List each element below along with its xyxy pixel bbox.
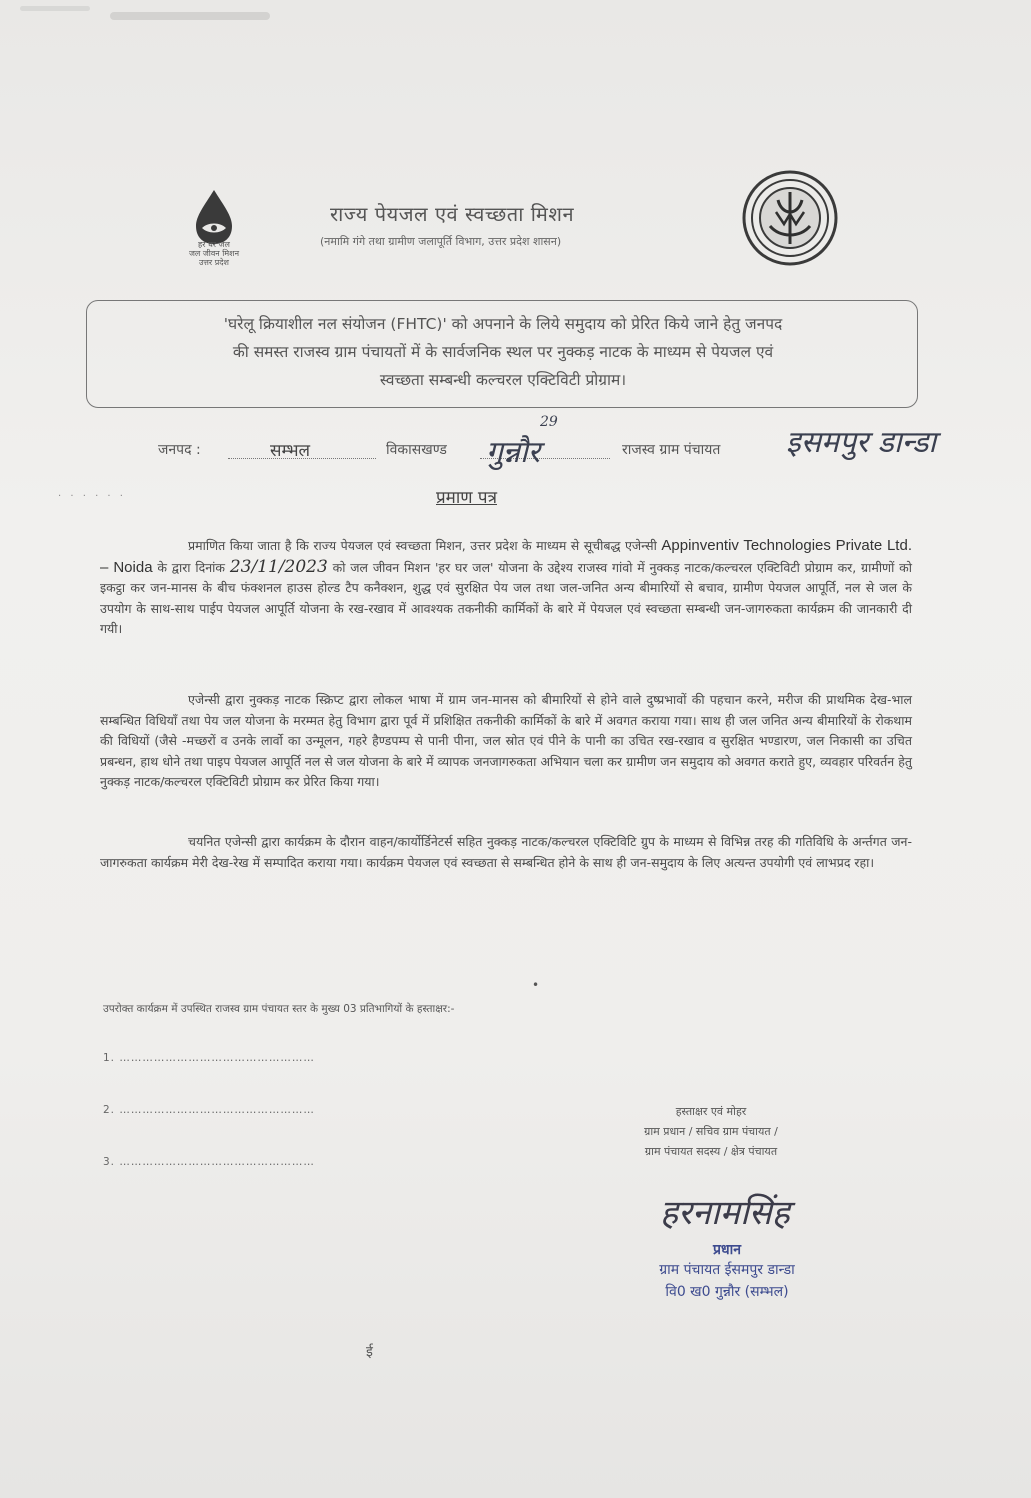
pradhan-signature: हरनामसिंह — [660, 1193, 790, 1233]
paragraph-3 — [100, 832, 912, 873]
paragraph-1-text: के द्वारा दिनांक — [157, 559, 226, 575]
pradhan-stamp-title: प्रधान — [713, 1242, 741, 1258]
agency-name: Appinventiv Technologies Private Ltd. – Noida — [100, 537, 912, 576]
signature-stamp-block — [606, 1102, 816, 1162]
stamp-line: हस्ताक्षर एवं मोहर — [675, 1105, 747, 1118]
paragraph-3-text: चयनित एजेन्सी द्वारा कार्यक्रम के दौरान वाहन/कार्योर्डिनेटर्स सहित नुक्कड़ नाटक/कल्चरल एक्टिविटि ग्रुप के माध्यम से विभिन्न तरह की गतिविधि के अर्न्तगत जन-जागरुकता कार्यक्रम मेरी देख-रेख में सम्पादित कराया गया। कार्यक्रम पेयजल एवं स्वच्छता से सम्बन्धित होने के साथ ही जन-समुदाय के लिए अत्यन्त उपयोगी एवं लाभप्रद रहा। — [100, 834, 912, 870]
paragraph-1 — [100, 536, 912, 640]
up-government-emblem-icon — [740, 168, 840, 268]
mission-title: राज्य पेयजल एवं स्वच्छता मिशन — [330, 202, 575, 226]
certificate-title: प्रमाण पत्र — [436, 488, 497, 508]
block-value: गुन्नौर — [486, 435, 541, 470]
paragraph-1-text: को जल जीवन मिशन 'हर घर जल' योजना के उद्देश्य राजस्व गांवो में नुक्कड़ नाटक/कल्चरल एक्टिविटी प्रोग्राम कर, ग्रामीणों को इकट्ठा कर जन-मानस के बीच फंक्शनल हाउस होल्ड टैप कनैक्शन, शुद्ध एवं सुरक्षित पेय जल तथा जल-जनित अन्य बीमारियों से बचाव, ग्रामीण पेयजल आपूर्ति, नल से जल के उपयोग के साथ-साथ पाईप पेयजल आपूर्ति योजना के रख-रखाव में आवश्यक तकनीकी कार्मिकों के बारे में पेयजल एवं स्वच्छता सम्बन्धी जन-जागरुकता कार्यक्रम की जानकारी दी गयी। — [100, 559, 912, 637]
participant-signature-line: 3. …………………………………………… — [103, 1156, 315, 1168]
scan-smudge — [110, 12, 270, 20]
pradhan-stamp-line: ग्राम पंचायत ईसमपुर डान्डा — [659, 1262, 795, 1278]
mission-subtitle: (नमामि गंगे तथा ग्रामीण जलापूर्ति विभाग, उत्तर प्रदेश शासन) — [320, 235, 562, 248]
stamp-line: ग्राम प्रधान / सचिव ग्राम पंचायत / — [644, 1125, 778, 1138]
paragraph-2-text: एजेन्सी द्वारा नुक्कड़ नाटक स्क्रिप्ट द्वारा लोकल भाषा में ग्राम जन-मानस को बीमारियों से होने वाले दुष्प्रभावों की पहचान करने, मरीज की प्राथमिक देख-भाल सम्बन्धित विधियाँ तथा पेय जल योजना के मरम्मत हेतु विभाग द्वारा पूर्व में प्रशिक्षित तकनीकी कार्मिकों के बारे में अवगत कराया गया। साथ ही जल जनित अन्य बीमारियों के रोकथाम की विधियों (जैसे -मच्छरों व उनके लार्वो का उन्मूलन, गहरे हैण्डपम्प से पानी पीना, जल स्रोत एवं पीने के पानी का उचित रख-रखाव व सुरक्षित भण्डारण, जल निकासी का उचित प्रबन्धन, हाथ धोने तथा पाइप पेयजल आपूर्ति नल से जल योजना के बारे में व्यापक जनजागरुकता अभियान चला कर ग्रामीण जन समुदाय को अवगत कराते हुए, व्यवहार परिवर्तन हेतु नुक्कड़ नाटक/कल्चरल एक्टिविटी प्रोग्राम कर प्रेरित किया गया। — [100, 692, 912, 790]
participant-signature-line: 2. …………………………………………… — [103, 1104, 315, 1116]
stray-mark: ई — [366, 1344, 373, 1360]
margin-dots: . . . . . . — [58, 488, 126, 499]
stray-mark: • — [532, 978, 540, 992]
pradhan-stamp-line: वि0 ख0 गुन्नौर (सम्भल) — [665, 1284, 789, 1300]
paragraph-2 — [100, 690, 912, 793]
program-banner-text — [108, 310, 898, 394]
participant-signature-line: 1. …………………………………………… — [103, 1052, 315, 1064]
logo-caption-line: हर घर जल — [198, 240, 230, 249]
logo-caption — [166, 240, 262, 267]
paragraph-1-text: प्रमाणित किया जाता है कि राज्य पेयजल एवं स्वच्छता मिशन, उत्तर प्रदेश के माध्यम से सूचीबद्ध एजेन्सी — [188, 538, 657, 553]
banner-line: की समस्त राजस्व ग्राम पंचायतों में के सार्वजनिक स्थल पर नुक्कड़ नाटक के माध्यम से पेयजल एवं — [232, 343, 774, 361]
logo-caption-line: उत्तर प्रदेश — [199, 258, 229, 267]
janpad-value: सम्भल — [270, 441, 311, 461]
gram-panchayat-value: इसमपुर डान्डा — [786, 425, 937, 460]
banner-line: स्वच्छता सम्बन्धी कल्चरल एक्टिविटी प्रोग्राम। — [379, 371, 627, 389]
block-label: विकासखण्ड — [386, 442, 447, 458]
janpad-label: जनपद : — [158, 442, 201, 458]
scan-smudge — [20, 6, 90, 11]
participants-signature-intro: उपरोक्त कार्यक्रम में उपस्थित राजस्व ग्राम पंचायत स्तर के मुख्य 03 प्रतिभागियों के हस्ताक्षर:- — [103, 1003, 455, 1015]
stamp-line: ग्राम पंचायत सदस्य / क्षेत्र पंचायत — [644, 1145, 778, 1158]
gram-panchayat-label: राजस्व ग्राम पंचायत — [622, 442, 721, 458]
pradhan-stamp — [632, 1240, 822, 1303]
block-number: 29 — [540, 414, 558, 430]
logo-caption-line: जल जीवन मिशन — [188, 249, 240, 258]
program-date: 23/11/2023 — [229, 556, 328, 577]
banner-line: 'घरेलू क्रियाशील नल संयोजन (FHTC)' को अपनाने के लिये समुदाय को प्रेरित किये जाने हेतु जनपद — [223, 315, 783, 333]
